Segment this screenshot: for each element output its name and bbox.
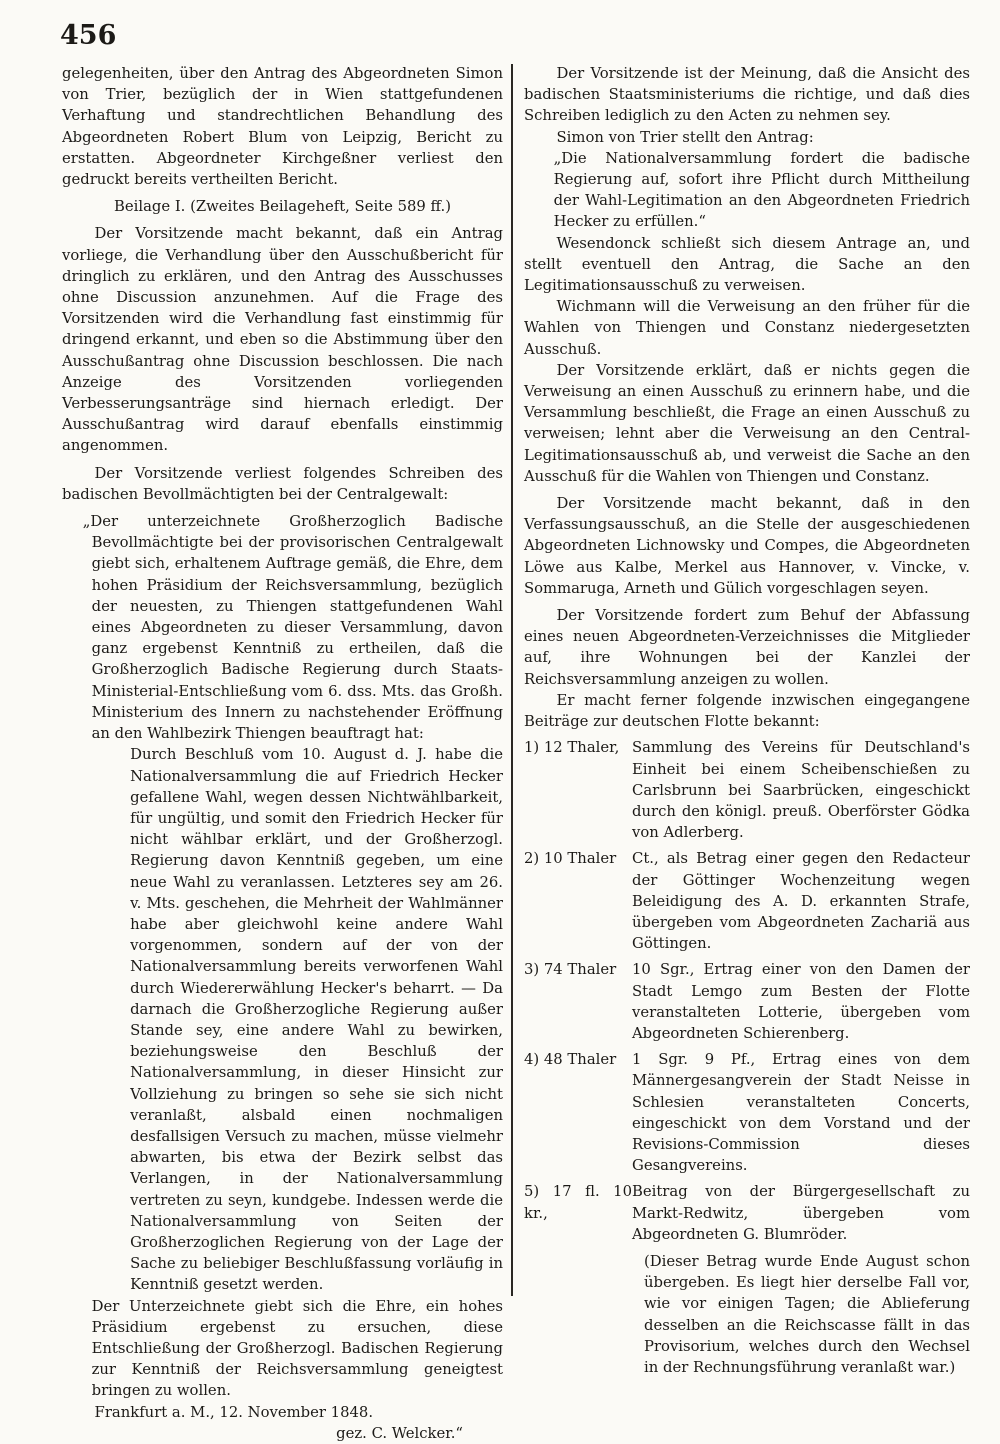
contribution-amount: 3) 74 Thaler xyxy=(524,961,617,979)
contribution-amount: 2) 10 Thaler xyxy=(524,850,617,868)
paragraph: Der Vorsitzende erklärt, daß er nichts gegen die Verweisung an einen Ausschuß zu erinnern habe, und die Versammlung beschließt, die Frage an einen Ausschuß zu verweisen; lehnt aber die Verweisung an den Central-Legitimationsausschuß ab, und verweist die Sache an den Ausschuß für die Wahlen von Thiengen und Constanz. xyxy=(524,361,970,485)
contribution-amount: 5) 17 fl. 10 kr., xyxy=(524,1183,632,1222)
paragraph: Er macht ferner folgende inzwischen eingegangene Beiträge zur deutschen Flotte bekannt: xyxy=(524,691,970,731)
contribution-amount: 4) 48 Thaler xyxy=(524,1051,617,1069)
contribution-item xyxy=(524,848,970,954)
right-column xyxy=(524,63,970,1378)
left-column xyxy=(62,63,503,1444)
contribution-text: Beitrag von der Bürgergesellschaft zu Markt-Redwitz, übergeben vom Abgeordneten G. Blumröder. xyxy=(632,1183,970,1243)
place-date: Frankfurt a. M., 12. November 1848. xyxy=(94,1403,374,1421)
page-number: 456 xyxy=(60,20,117,51)
paragraph: Der Vorsitzende macht bekannt, daß in den Verfassungsausschuß, an die Stelle der ausgeschiedenen Abgeordneten Lichnowsky und Compes, die Abgeordneten Löwe aus Kalbe, Merkel aus Hannover, v. Vincke, v. Sommaruga, Arneth und Gülich vorgeschlagen seyen. xyxy=(524,495,970,597)
quoted-decree-paragraph: Durch Beschluß vom 10. August d. J. habe die Nationalversammlung die auf Friedrich Hecker gefallene Wahl, wegen dessen Nichtwählbarkeit, für ungültig, und somit den Friedrich Hecker für nicht wählbar erklärt, und der Großherzogl. Regierung davon Kenntniß gegeben, um eine neue Wahl zu veranlassen. Letzteres sey am 26. v. Mts. geschehen, die Mehrheit der Wahlmänner habe aber gleichwohl keine andere Wahl vorgenommen, sondern auf der von der Nationalversammlung bereits verworfenen Wahl durch Wiedererwählung Hecker's beharrt. — Da darnach die Großherzogliche Regierung außer Stande sey, eine andere Wahl zu bewirken, beziehungsweise den Beschluß der Nationalversammlung, in dieser Hinsicht zur Vollziehung zu bringen so sehe sie sich nicht veranlaßt, alsbald einen nochmaligen desfallsigen Versuch zu machen, müsse vielmehr abwarten, bis etwa der Bezirk selbst das Verlangen, in der Nationalversammlung vertreten zu seyn, kundgebe. Indessen werde die Nationalversammlung von Seiten der Großherzoglichen Regierung von der Lage der Sache zu beliebiger Beschlußfassung vorläufig in Kenntniß gesetzt werden. xyxy=(130,746,503,1294)
paragraph: Wichmann will die Verweisung an den früher für die Wahlen von Thiengen und Constanz niedergesetzten Ausschuß. xyxy=(524,298,970,358)
signature: gez. C. Welcker.“ xyxy=(336,1424,463,1442)
quoted-letter-paragraph: „Der unterzeichnete Großherzoglich Badische Bevollmächtigte bei der provisorischen Centralgewalt giebt sich, erhaltenem Auftrage gemäß, die Ehre, dem hohen Präsidium der Reichsversammlung, bezüglich der neuesten, zu Thiengen stattgefundenen Wahl eines Abgeordneten zu dieser Versammlung, davon ganz ergebenst Kenntniß zu ertheilen, daß die Großherzoglich Badische Regierung durch Staats-Ministerial-Entschließung vom 6. dss. Mts. das Großh. Ministerium des Innern zu nachstehender Eröffnung an den Wahlbezirk Thiengen beauftragt hat: xyxy=(82,513,503,743)
paragraph: Der Vorsitzende ist der Meinung, daß die Ansicht des badischen Staatsministeriums die richtige, und daß dies Schreiben lediglich zu den Acten zu nehmen sey. xyxy=(524,65,970,125)
paragraph: Simon von Trier stellt den Antrag: xyxy=(556,128,814,146)
contribution-item xyxy=(524,1049,970,1176)
parenthetical-note: (Dieser Betrag wurde Ende August schon übergeben. Es liegt hier derselbe Fall vor, wie vor einigen Tagen; die Ablieferung desselben an die Reichscasse fällt in das Provisorium, welches durch den Wechsel in der Rechnungsführung veranlaßt war.) xyxy=(644,1252,970,1376)
paragraph: gelegenheiten, über den Antrag des Abgeordneten Simon von Trier, bezüglich der in Wien stattgefundenen Verhaftung und standrechtlichen Behandlung des Abgeordneten Robert Blum von Leipzig, Bericht zu erstatten. Abgeordneter Kirchgeßner verliest den gedruckt bereits vertheilten Bericht. xyxy=(62,65,503,189)
column-divider xyxy=(511,64,513,1296)
appendix-reference: Beilage I. (Zweites Beilageheft, Seite 589 ff.) xyxy=(113,198,451,216)
motion-quote: „Die Nationalversammlung fordert die badische Regierung auf, sofort ihre Pflicht durch Mittheilung der Wahl-Legitimation an den Abgeordneten Friedrich Hecker zu erfüllen.“ xyxy=(553,149,970,231)
contribution-text: Sammlung des Vereins für Deutschland's Einheit bei einem Scheibenschießen zu Carlsbrunn bei Saarbrücken, eingeschickt durch den königl. preuß. Oberförster Gödka von Adlerberg. xyxy=(632,739,970,842)
paragraph: Der Vorsitzende fordert zum Behuf der Abfassung eines neuen Abgeordneten-Verzeichnisses die Mitglieder auf, ihre Wohnungen bei der Kanzlei der Reichsversammlung anzeigen zu wollen. xyxy=(524,607,970,688)
paragraph: Der Vorsitzende macht bekannt, daß ein Antrag vorliege, die Verhandlung über den Ausschußbericht für dringlich zu erklären, und den Antrag des Ausschusses ohne Discussion anzunehmen. Auf die Frage des Vorsitzenden wird die Verhandlung fast einstimmig für dringend erkannt, und eben so die Abstimmung über den Ausschußantrag ohne Discussion beschlossen. Die nach Anzeige des Vorsitzenden vorliegenden Verbesserungsanträge sind hiernach erledigt. Der Ausschußantrag wird darauf ebenfalls einstimmig angenommen. xyxy=(62,225,503,455)
paragraph: Der Vorsitzende verliest folgendes Schreiben des badischen Bevollmächtigten bei der Centralgewalt: xyxy=(62,464,503,503)
contribution-amount: 1) 12 Thaler, xyxy=(524,739,620,757)
contribution-text: 1 Sgr. 9 Pf., Ertrag eines von dem Männergesangverein der Stadt Neisse in Schlesien veranstalteten Concerts, eingeschickt von dem Vorstand und der Revisions-Commission dieses Gesangvereins. xyxy=(632,1051,970,1175)
contribution-item xyxy=(524,737,970,843)
quoted-letter-paragraph: Der Unterzeichnete giebt sich die Ehre, ein hohes Präsidium ergebenst zu ersuchen, diese Entschließung der Großherzogl. Badischen Regierung zur Kenntniß der Reichsversammlung geneigtest bringen zu wollen. xyxy=(91,1297,503,1400)
contribution-text: Ct., als Betrag einer gegen den Redacteur der Göttinger Wochenzeitung wegen Beleidigung des A. D. erkannten Strafe, übergeben vom Abgeordneten Zachariä aus Göttingen. xyxy=(632,850,970,953)
contribution-text: 10 Sgr., Ertrag einer von den Damen der Stadt Lemgo zum Besten der Flotte veranstalteten Lotterie, übergeben vom Abgeordneten Schierenberg. xyxy=(632,961,970,1042)
contribution-item xyxy=(524,1181,970,1245)
paragraph: Wesendonck schließt sich diesem Antrage an, und stellt eventuell den Antrag, die Sache an den Legitimationsausschuß zu verweisen. xyxy=(524,234,970,295)
contribution-item xyxy=(524,959,970,1044)
